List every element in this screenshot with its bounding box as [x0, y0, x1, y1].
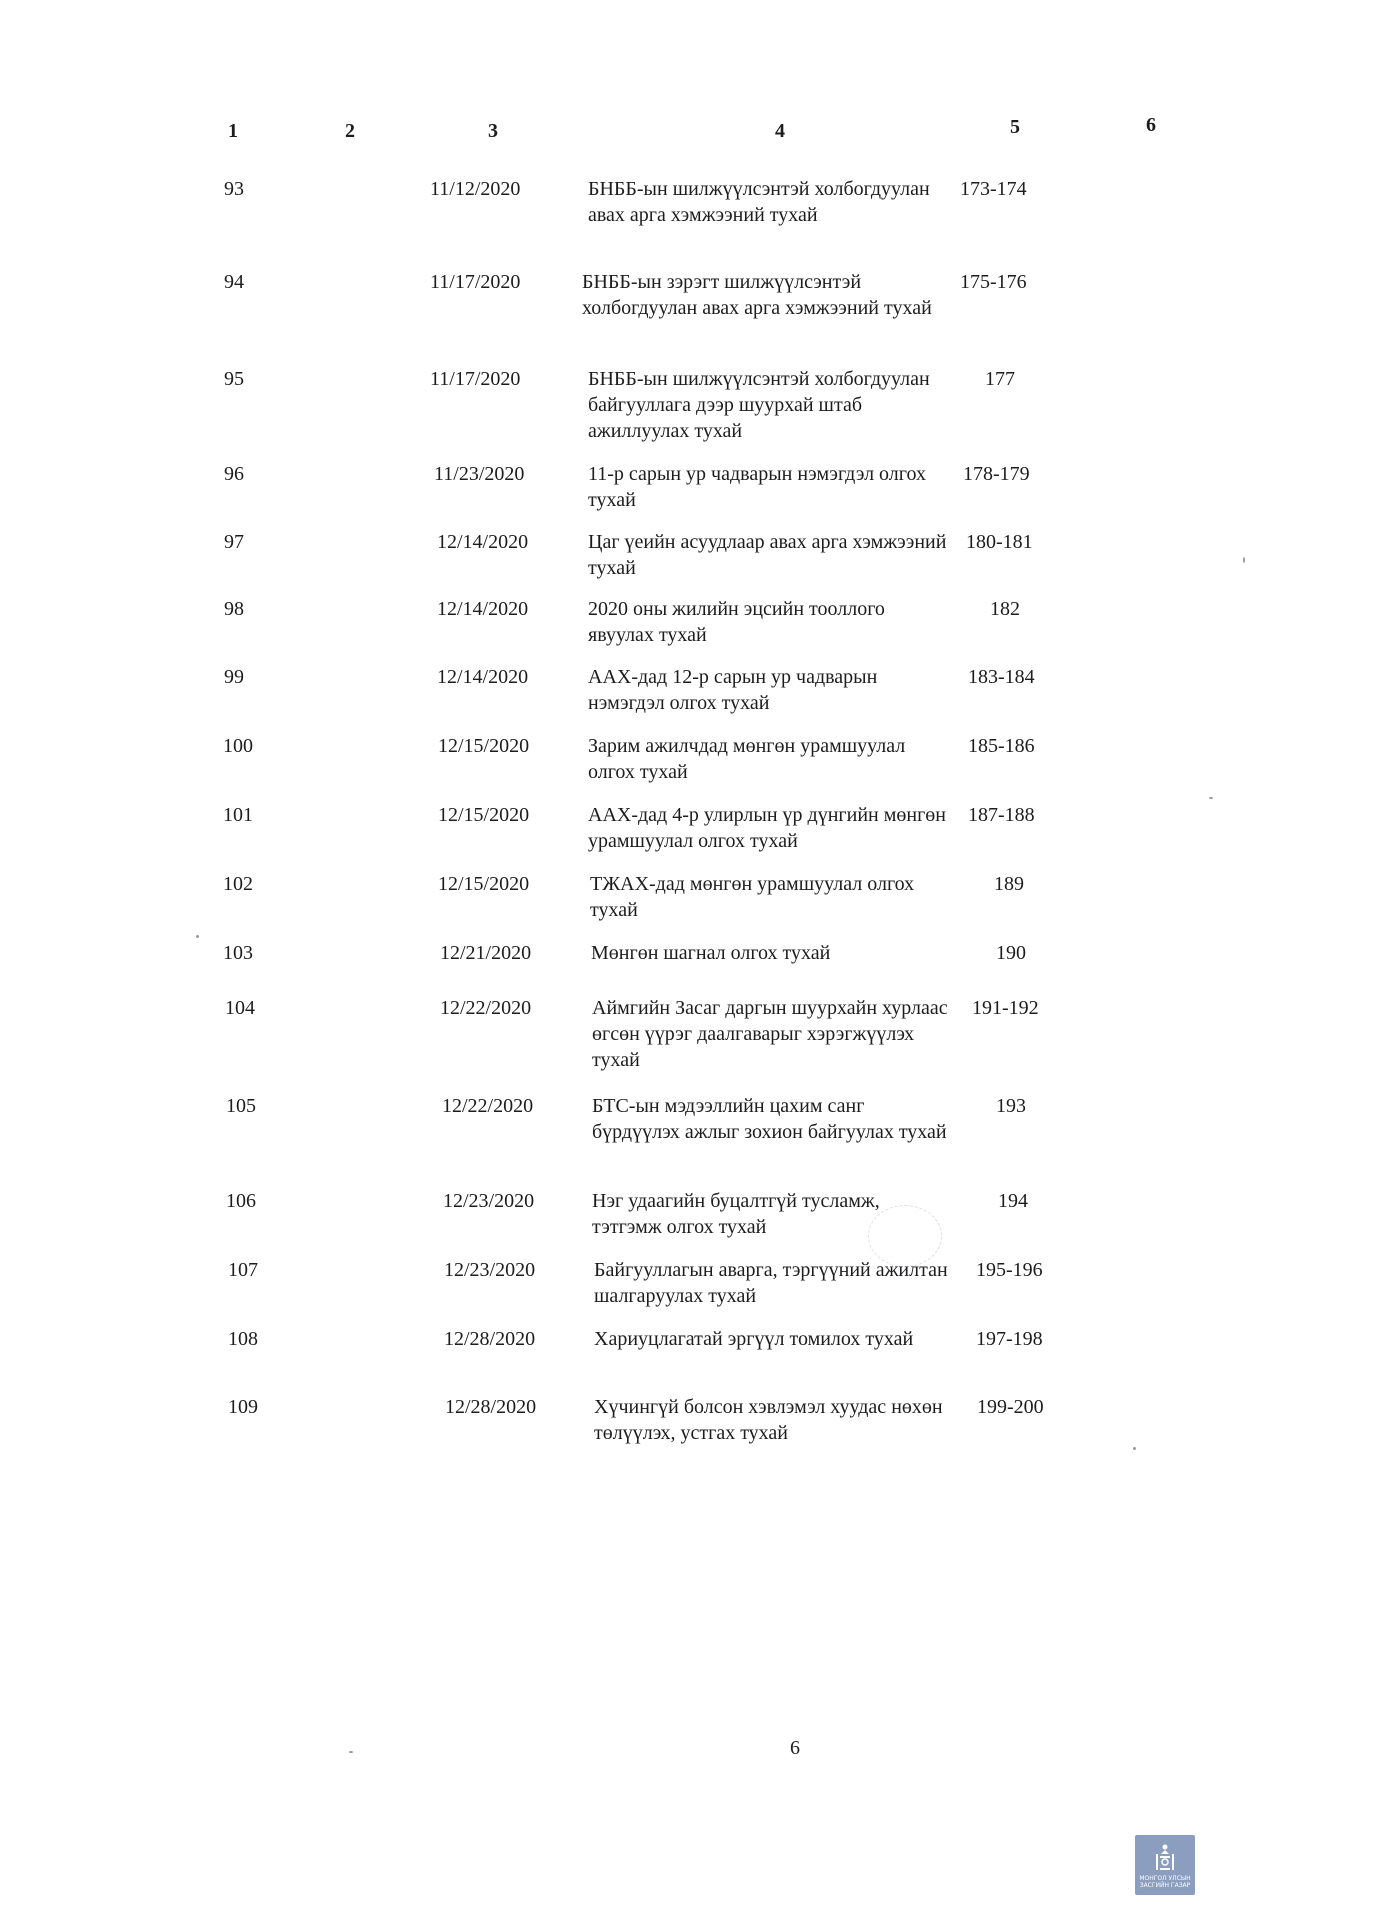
row-pages: 199-200: [977, 1396, 1044, 1418]
row-description: БТС-ын мэдээллийн цахим санг бүрдүүлэх ажлыг зохион байгуулах тухай: [592, 1095, 947, 1143]
row-description: Мөнгөн шагнал олгох тухай: [591, 942, 831, 964]
row-description: ААХ-дад 12-р сарын ур чадварын нэмэгдэл олгох тухай: [588, 666, 878, 714]
page-number: 6: [790, 1737, 800, 1759]
row-number: 102: [223, 873, 253, 895]
row-description: Нэг удаагийн буцалтгүй тусламж, тэтгэмж олгох тухай: [592, 1190, 880, 1238]
column-header-3: 3: [488, 120, 498, 142]
row-number: 108: [228, 1328, 258, 1350]
row-description: Байгууллагын аварга, тэргүүний ажилтан шалгаруулах тухай: [594, 1259, 948, 1307]
row-number: 96: [224, 463, 244, 485]
row-number: 95: [224, 368, 244, 390]
column-header-1: 1: [228, 120, 238, 142]
row-date: 12/14/2020: [437, 531, 529, 553]
row-pages: 194: [998, 1190, 1028, 1212]
row-date: 12/15/2020: [438, 804, 530, 826]
column-header-6: 6: [1146, 114, 1156, 136]
row-date: 11/17/2020: [430, 271, 521, 293]
row-date: 12/23/2020: [444, 1259, 536, 1281]
row-number: 93: [224, 178, 244, 200]
row-description: Аймгийн Засаг даргын шуурхайн хурлаас өгсөн үүрэг даалгаварыг хэрэгжүүлэх тухай: [592, 997, 948, 1071]
row-date: 12/28/2020: [444, 1328, 536, 1350]
row-description: Хүчингүй болсон хэвлэмэл хуудас нөхөн төлүүлэх, устгах тухай: [594, 1396, 943, 1444]
row-pages: 191-192: [972, 997, 1039, 1019]
government-logo: [1135, 1835, 1195, 1895]
row-pages: 182: [990, 598, 1020, 620]
row-number: 105: [226, 1095, 256, 1117]
row-description: Зарим ажилчдад мөнгөн урамшуулал олгох тухай: [588, 735, 906, 783]
row-description: 11-р сарын ур чадварын нэмэгдэл олгох тухай: [588, 463, 926, 511]
scan-speck: [1133, 1447, 1136, 1450]
scan-speck: [1243, 557, 1245, 563]
row-number: 103: [223, 942, 253, 964]
row-number: 99: [224, 666, 244, 688]
row-date: 12/28/2020: [445, 1396, 537, 1418]
row-number: 98: [224, 598, 244, 620]
column-header-2: 2: [345, 120, 355, 142]
row-description: ААХ-дад 4-р улирлын үр дүнгийн мөнгөн урамшуулал олгох тухай: [588, 804, 946, 852]
row-description: ТЖАХ-дад мөнгөн урамшуулал олгох тухай: [590, 873, 915, 921]
row-number: 101: [223, 804, 253, 826]
row-pages: 178-179: [963, 463, 1030, 485]
row-date: 12/23/2020: [443, 1190, 535, 1212]
row-number: 109: [228, 1396, 258, 1418]
row-description: БНББ-ын шилжүүлсэнтэй холбогдуулан авах арга хэмжээний тухай: [588, 178, 930, 226]
row-date: 12/22/2020: [440, 997, 532, 1019]
row-date: 12/22/2020: [442, 1095, 534, 1117]
row-date: 12/15/2020: [438, 873, 530, 895]
row-pages: 183-184: [968, 666, 1035, 688]
row-pages: 187-188: [968, 804, 1035, 826]
row-pages: 173-174: [960, 178, 1027, 200]
row-date: 11/23/2020: [434, 463, 525, 485]
row-pages: 185-186: [968, 735, 1035, 757]
logo-text: МОНГОЛ УЛСЫН ЗАСГИЙН ГАЗАР: [1139, 1875, 1191, 1889]
row-number: 107: [228, 1259, 258, 1281]
row-date: 11/12/2020: [430, 178, 521, 200]
column-header-4: 4: [775, 120, 785, 142]
column-header-5: 5: [1010, 116, 1020, 138]
scan-speck: [349, 1751, 353, 1753]
row-number: 100: [223, 735, 253, 757]
row-number: 94: [224, 271, 244, 293]
row-pages: 180-181: [966, 531, 1033, 553]
faded-stamp-mark: [868, 1205, 942, 1267]
row-description: 2020 оны жилийн эцсийн тооллого явуулах тухай: [588, 598, 885, 646]
row-description: БНББ-ын зэрэгт шилжүүлсэнтэй холбогдуулан авах арга хэмжээний тухай: [582, 271, 932, 319]
row-pages: 175-176: [960, 271, 1027, 293]
row-description: БНББ-ын шилжүүлсэнтэй холбогдуулан байгууллага дээр шуурхай штаб ажиллуулах тухай: [588, 368, 930, 442]
soyombo-icon: [1154, 1843, 1176, 1873]
row-date: 12/21/2020: [440, 942, 532, 964]
row-description: Хариуцлагатай эргүүл томилох тухай: [594, 1328, 914, 1350]
row-number: 97: [224, 531, 244, 553]
scan-speck: [1209, 797, 1213, 799]
row-date: 12/15/2020: [438, 735, 530, 757]
row-number: 106: [226, 1190, 256, 1212]
row-pages: 197-198: [976, 1328, 1043, 1350]
row-pages: 195-196: [976, 1259, 1043, 1281]
scan-speck: [196, 935, 199, 938]
row-pages: 193: [996, 1095, 1026, 1117]
row-date: 12/14/2020: [437, 598, 529, 620]
row-number: 104: [225, 997, 255, 1019]
row-description: Цаг үеийн асуудлаар авах арга хэмжээний тухай: [588, 531, 947, 579]
row-date: 12/14/2020: [437, 666, 529, 688]
row-date: 11/17/2020: [430, 368, 521, 390]
row-pages: 190: [996, 942, 1026, 964]
row-pages: 189: [994, 873, 1024, 895]
row-pages: 177: [985, 368, 1015, 390]
